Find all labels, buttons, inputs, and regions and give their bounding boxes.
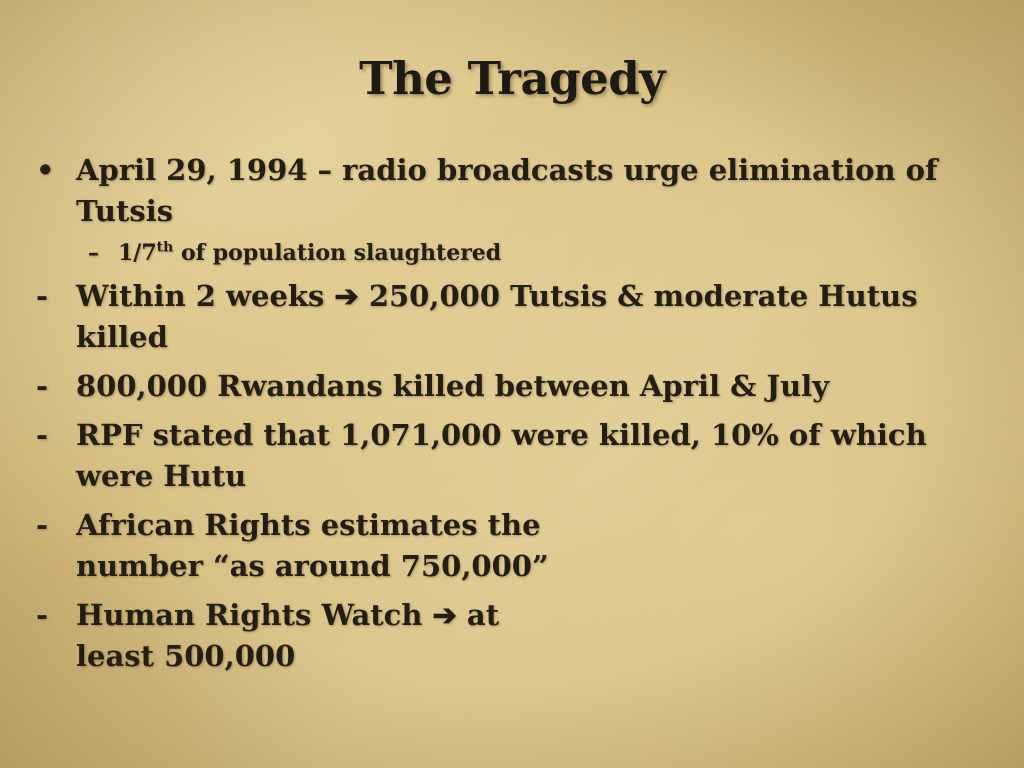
bullet-marker: - xyxy=(36,508,49,542)
sub-bullet-text-start: 1/7 xyxy=(118,240,157,266)
bullet-list xyxy=(34,150,984,685)
bullet-text: RPF stated that 1,071,000 were killed, 10% of which were Hutu xyxy=(76,418,927,493)
bullet-text: 800,000 Rwandans killed between April & July xyxy=(76,369,830,403)
bullet-text-end: 250,000 Tutsis & moderate Hutus killed xyxy=(76,279,918,354)
bullet-marker: - xyxy=(36,418,49,452)
bullet-item-3 xyxy=(34,366,984,407)
arrow-right-icon: ➔ xyxy=(334,279,359,313)
bullet-item-2 xyxy=(34,276,984,358)
bullet-marker: - xyxy=(36,369,49,403)
arrow-right-icon: ➔ xyxy=(432,598,457,632)
bullet-item-6 xyxy=(34,595,576,677)
superscript: th xyxy=(156,239,174,256)
bullet-item-5 xyxy=(34,505,576,587)
bullet-item-4 xyxy=(34,415,984,497)
bullet-text-start: Human Rights Watch xyxy=(76,598,433,632)
slide-title: The Tragedy xyxy=(359,52,665,105)
bullet-text: April 29, 1994 – radio broadcasts urge elimination of Tutsis xyxy=(76,153,938,228)
bullet-text-end: at least 500,000 xyxy=(76,598,500,673)
sub-bullet-text-end: of population slaughtered xyxy=(173,240,502,266)
bullet-item-1 xyxy=(34,150,984,232)
bullet-text: African Rights estimates the number “as around 750,000” xyxy=(76,508,549,583)
sub-bullet-marker: – xyxy=(88,240,99,266)
bullet-text-start: Within 2 weeks xyxy=(76,279,335,313)
bullet-marker: - xyxy=(36,279,49,313)
sub-bullet-item xyxy=(34,236,984,270)
bullet-marker: • xyxy=(36,153,55,187)
bullet-marker: - xyxy=(36,598,49,632)
